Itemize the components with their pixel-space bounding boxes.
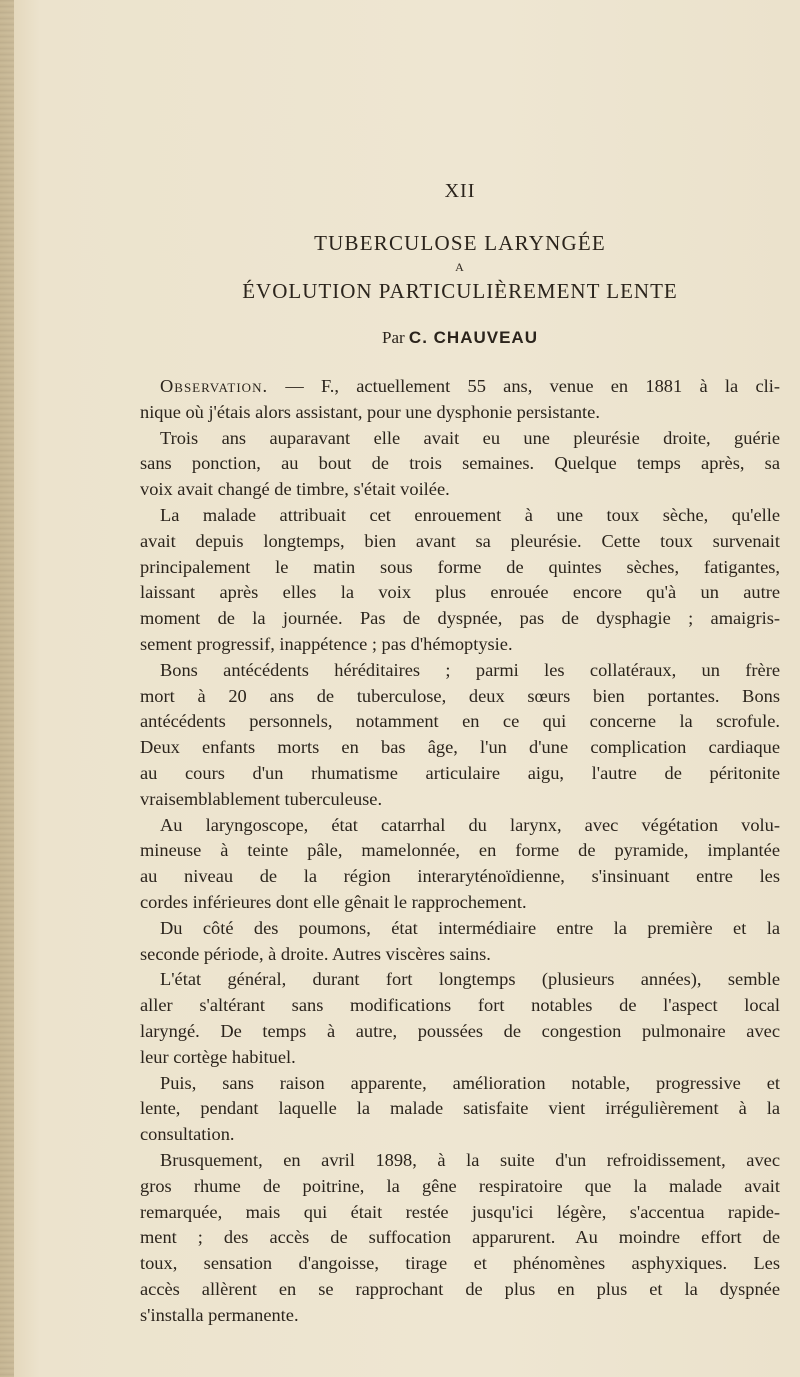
- text-line: aller s'altérant sans modifications fort notables de l'aspect local: [140, 995, 780, 1016]
- page-binding-edge: [0, 0, 14, 1377]
- text-line: Puis, sans raison apparente, amélioration notable, progressive et: [160, 1072, 780, 1093]
- paragraph: [140, 1071, 780, 1148]
- paragraph: [140, 916, 780, 968]
- text-line: ment ; des accès de suffocation apparurent. Au moindre effort de: [140, 1227, 780, 1248]
- page-content: [140, 180, 780, 1328]
- text-line: s'installa permanente.: [140, 1304, 299, 1325]
- text-line: principalement le matin sous forme de quintes sèches, fatigantes,: [140, 556, 780, 577]
- text-line: Deux enfants morts en bas âge, l'un d'une complication cardiaque: [140, 737, 780, 758]
- text-line: sans ponction, au bout de trois semaines. Quelque temps après, sa: [140, 453, 780, 474]
- chapter-number: XII: [444, 180, 476, 202]
- text-line: laissant après elles la voix plus enrouée encore qu'à un autre: [140, 582, 780, 603]
- text-line: mort à 20 ans de tuberculose, deux sœurs bien portantes. Bons: [140, 685, 780, 706]
- text-line: Au laryngoscope, état catarrhal du larynx, avec végétation volu-: [160, 814, 780, 835]
- text-line: voix avait changé de timbre, s'était voilée.: [140, 479, 450, 500]
- text-line: laryngé. De temps à autre, poussées de congestion pulmonaire avec: [140, 1020, 780, 1041]
- observation-label: Observation.: [160, 376, 269, 396]
- text-line: antécédents personnels, notamment en ce qui concerne la scrofule.: [140, 711, 780, 732]
- text-line: au niveau de la région interaryténoïdienne, s'insinuant entre les: [140, 866, 780, 887]
- text-line: Du côté des poumons, état intermédiaire entre la première et la: [160, 917, 780, 938]
- text-line: Brusquement, en avril 1898, à la suite d'un refroidissement, avec: [160, 1149, 780, 1170]
- paragraph: [140, 813, 780, 916]
- text-line: mineuse à teinte pâle, mamelonnée, en forme de pyramide, implantée: [140, 840, 780, 861]
- paragraph: [140, 1148, 780, 1329]
- text-line: cordes inférieures dont elle gênait le rapprochement.: [140, 891, 527, 912]
- text-line: nique où j'étais alors assistant, pour une dysphonie persistante.: [140, 401, 600, 422]
- byline-prefix: Par: [382, 328, 405, 347]
- title-line-2: ÉVOLUTION PARTICULIÈREMENT LENTE: [242, 279, 678, 303]
- text-line: moment de la journée. Pas de dyspnée, pas de dysphagie ; amaigris-: [140, 608, 780, 629]
- paragraph: [140, 503, 780, 658]
- paragraph: [140, 426, 780, 503]
- text-line: Bons antécédents héréditaires ; parmi les collatéraux, un frère: [160, 659, 780, 680]
- byline: [140, 328, 780, 348]
- paragraph: [140, 374, 780, 426]
- text-line: gros rhume de poitrine, la gêne respiratoire que la malade avait: [140, 1175, 780, 1196]
- paragraph: [140, 967, 780, 1070]
- text-line: au cours d'un rhumatisme articulaire aigu, l'autre de péritonite: [140, 762, 780, 783]
- text-line: sement progressif, inappétence ; pas d'hémoptysie.: [140, 633, 513, 654]
- text-line: toux, sensation d'angoisse, tirage et phénomènes asphyxiques. Les: [140, 1253, 780, 1274]
- text-line: L'état général, durant fort longtemps (plusieurs années), semble: [160, 969, 780, 990]
- text-line: accès allèrent en se rapprochant de plus en plus et la dyspnée: [140, 1278, 780, 1299]
- title-line-1: TUBERCULOSE LARYNGÉE: [314, 231, 606, 255]
- text-line: vraisemblablement tuberculeuse.: [140, 788, 383, 809]
- text-line: consultation.: [140, 1124, 235, 1145]
- text-line: La malade attribuait cet enrouement à une toux sèche, qu'elle: [160, 504, 780, 525]
- text-line: avait depuis longtemps, bien avant sa pleurésie. Cette toux survenait: [140, 530, 780, 551]
- author-name: C. CHAUVEAU: [408, 328, 538, 347]
- title-preposition: A: [455, 260, 465, 274]
- text-line: remarquée, mais qui était restée jusqu'ici légère, s'accentua rapide-: [140, 1201, 780, 1222]
- body-text: [140, 374, 780, 1328]
- text-line: Observation. — F., actuellement 55 ans, venue en 1881 à la cli-: [160, 376, 780, 396]
- text-line: seconde période, à droite. Autres viscères sains.: [140, 943, 491, 964]
- text-line: lente, pendant laquelle la malade satisfaite vient irrégulièrement à la: [140, 1098, 780, 1119]
- paragraph: [140, 658, 780, 813]
- text-line: Trois ans auparavant elle avait eu une pleurésie droite, guérie: [160, 427, 780, 448]
- text-line: leur cortège habituel.: [140, 1046, 296, 1067]
